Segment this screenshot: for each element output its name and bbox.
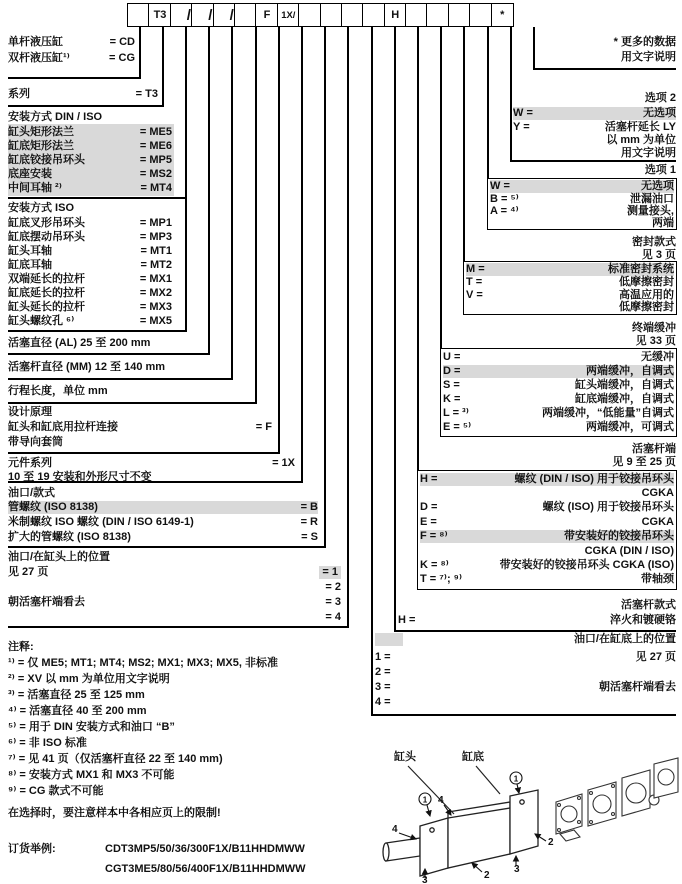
option-label: 朝活塞杆端看去 <box>599 681 676 693</box>
section-divider <box>8 197 187 199</box>
code-box-8: 1X/ <box>277 3 300 27</box>
option-code: = CD <box>109 36 135 48</box>
code-box-5: / <box>213 3 236 27</box>
code-box-10 <box>320 3 343 27</box>
option-code: E = <box>420 516 437 528</box>
rod-end-see-page: 见 9 至 25 页 <box>612 456 676 468</box>
option-code: M = <box>466 263 485 275</box>
option-code: = 4 <box>325 611 341 623</box>
design-row2: 带导向套筒 <box>8 436 63 448</box>
piston-rod-shape <box>386 838 420 861</box>
code-box-16 <box>448 3 471 27</box>
connector-line <box>463 27 465 261</box>
option-code: 1 = <box>375 651 391 663</box>
asterisk-note-line1: * 更多的数据 <box>613 36 676 48</box>
option-label: 两端缓冲，可调式 <box>586 421 674 433</box>
code-box-6 <box>234 3 257 27</box>
connector-line <box>185 27 187 330</box>
code-box-12 <box>362 3 385 27</box>
section-divider <box>8 626 349 628</box>
code-box-15 <box>426 3 449 27</box>
position-1-mark <box>510 772 522 793</box>
section-title-design: 设计原理 <box>8 406 52 418</box>
connector-line <box>162 27 164 105</box>
option-label: 螺纹 (DIN / ISO) 用于铰接吊环头 <box>514 473 674 485</box>
section-divider <box>371 714 676 716</box>
position-3-mark: 3 <box>514 864 520 875</box>
port-position-row <box>8 581 341 594</box>
port-style-row <box>8 531 318 544</box>
cylinder-port-position-diagram <box>368 742 682 884</box>
option-label: 系列 <box>8 88 30 100</box>
head-label: 缸头 <box>394 751 416 763</box>
rod-end-row <box>420 559 674 572</box>
rod-end-row <box>420 516 674 529</box>
option-code: K = <box>443 393 461 405</box>
section-title-rod-end: 活塞杆端 <box>632 443 676 455</box>
code-box-18: * <box>491 3 514 27</box>
option-label: 两端缓冲，自调式 <box>586 365 674 377</box>
option-code: = MX3 <box>139 301 172 313</box>
option-label: 缸底耳轴 <box>8 259 52 271</box>
cap-position-row <box>375 681 676 694</box>
rod-end-row <box>420 530 674 543</box>
option-code: = T3 <box>135 88 158 100</box>
option2-row <box>513 147 676 160</box>
option-code: = MX1 <box>139 273 172 285</box>
position-4-mark: 4 <box>392 824 398 835</box>
option-label: 朝活塞杆端看去 <box>8 596 85 608</box>
section-title-seal: 密封款式 <box>632 236 676 248</box>
mounting-row <box>8 259 172 272</box>
option-label: 米制螺纹 ISO 螺纹 (DIN / ISO 6149-1) <box>8 516 194 528</box>
option-label: 缸头耳轴 <box>8 245 52 257</box>
option-label: 缸头和缸底用拉杆连接 <box>8 421 118 433</box>
svg-text:1: 1 <box>422 795 428 805</box>
option-label: 无选项 <box>643 107 676 119</box>
mounting-row <box>8 154 172 167</box>
option-code: = 3 <box>325 596 341 608</box>
section-title-port-style: 油口/款式 <box>8 487 56 499</box>
component-series-note: 10 至 19 安装和外形尺寸不变 <box>8 471 152 483</box>
option-label: 高温应用的 <box>619 289 674 301</box>
option1-row <box>490 180 674 193</box>
code-box-17 <box>469 3 492 27</box>
section-divider <box>8 77 141 79</box>
seal-row <box>466 263 674 276</box>
option-label: CGKA (DIN / ISO) <box>584 545 674 557</box>
section-divider <box>8 105 164 107</box>
option-label: 测量接头, <box>626 205 674 217</box>
cap-position-row <box>375 696 676 709</box>
option-label: 缸底延长的拉杆 <box>8 287 85 299</box>
option-code: D = <box>420 501 438 513</box>
option-label: 标准密封系统 <box>608 263 674 275</box>
option-code: T = ⁷⁾; ⁹⁾ <box>420 573 463 585</box>
cylinder-cap-shape <box>510 790 538 854</box>
option-label: 带轴颈 <box>641 573 674 585</box>
series-row <box>8 88 158 101</box>
option-label: 中间耳轴 ²⁾ <box>8 182 62 194</box>
option-label: 淬火和镀硬铬 <box>610 614 676 626</box>
option-code: D = <box>443 365 461 377</box>
design-row <box>8 421 272 434</box>
note-item: ⁴⁾ = 活塞直径 40 至 200 mm <box>8 705 147 717</box>
option2-row <box>513 134 676 147</box>
seal-row <box>466 276 674 289</box>
option-label: 缸头延长的拉杆 <box>8 301 85 313</box>
option-code: = ME6 <box>139 140 172 152</box>
connector-line <box>231 27 233 378</box>
option-label: 带安装好的铰接吊环头 <box>564 530 674 542</box>
rod-diameter-label: 活塞杆直径 (MM) 12 至 140 mm <box>8 361 166 373</box>
option-code: = 1X <box>272 457 295 469</box>
position-1-mark <box>419 793 431 816</box>
order-example-code: CDT3MP5/50/36/300F1X/B11HHDMWW <box>105 843 305 855</box>
option-code: = F <box>255 421 272 433</box>
cushion-row <box>443 407 674 420</box>
connector-line <box>417 27 419 470</box>
code-box-9 <box>298 3 321 27</box>
position-2-mark: 2 <box>484 870 490 881</box>
option-label: CGKA <box>641 516 674 528</box>
code-box-1 <box>127 3 150 27</box>
option-code: = CG <box>109 52 135 64</box>
cushion-see-page: 见 33 页 <box>635 335 676 347</box>
option-code: B = ⁵⁾ <box>490 193 519 205</box>
option-code: = 2 <box>325 581 341 593</box>
connector-line <box>324 27 326 546</box>
note-item: ⁵⁾ = 用于 DIN 安装方式和油口 “B” <box>8 721 175 733</box>
rod-end-row <box>420 501 674 514</box>
mounting-accessories-illustration <box>556 758 678 841</box>
option-code: = MP1 <box>139 217 172 229</box>
cushion-row <box>443 379 674 392</box>
section-title-series: 元件系列 <box>8 457 52 469</box>
asterisk-note-line2: 用文字说明 <box>621 51 676 63</box>
option-code: = B <box>300 501 318 513</box>
option-code: = MT2 <box>140 259 172 271</box>
code-box-4: / <box>191 3 214 27</box>
position-2-mark: 2 <box>548 837 554 848</box>
option-label: 双端延长的拉杆 <box>8 273 85 285</box>
option-code: = MP5 <box>139 154 172 166</box>
section-title-mounting-din: 安装方式 DIN / ISO <box>8 111 103 123</box>
option-code: H = <box>420 473 438 485</box>
option-label: 用文字说明 <box>621 147 676 159</box>
section-divider <box>394 630 676 632</box>
section-title-mounting-iso: 安装方式 ISO <box>8 202 75 214</box>
cylinder-body-shape <box>448 802 510 868</box>
cushion-row <box>443 351 674 364</box>
section-title-port-position-head: 油口/在缸头上的位置 <box>8 551 111 563</box>
mounting-row <box>8 245 172 258</box>
connector-line <box>278 27 280 452</box>
blank-code-chip <box>375 633 403 646</box>
section-divider <box>8 402 257 404</box>
section-divider <box>510 160 676 162</box>
section-divider <box>8 452 280 454</box>
option-label: 缸头端缓冲，自调式 <box>575 379 674 391</box>
note-item: ⁹⁾ = CG 款式不可能 <box>8 785 104 797</box>
seal-see-page: 见 3 页 <box>641 249 676 261</box>
svg-text:1: 1 <box>513 774 519 784</box>
rod-style-row <box>398 614 676 627</box>
option-label: 无缓冲 <box>641 351 674 363</box>
option-code: = R <box>300 516 318 528</box>
connector-line <box>440 27 442 348</box>
option-label: 带安装好的铰接吊环头 CGKA (ISO) <box>499 559 674 571</box>
option2-row <box>513 107 676 120</box>
option2-row <box>513 121 676 134</box>
port-style-row <box>8 516 318 529</box>
option-label: 低摩擦密封 <box>619 276 674 288</box>
cylinder-head-shape <box>420 818 448 876</box>
section-title-cushion: 终端缓冲 <box>632 322 676 334</box>
mounting-row <box>8 273 172 286</box>
model-code-boxes <box>127 3 514 27</box>
option-code: E = ⁵⁾ <box>443 421 472 433</box>
rod-end-row <box>420 473 674 486</box>
option-code: H = <box>398 614 416 626</box>
option-label: 双杆液压缸¹⁾ <box>8 52 70 64</box>
option-code: W = <box>490 180 510 192</box>
option-code: V = <box>466 289 483 301</box>
section-title-option1: 选项 1 <box>644 164 676 176</box>
rod-end-row <box>420 545 674 558</box>
option1-row <box>490 217 674 230</box>
section-title-port-position-cap: 油口/在缸底上的位置 <box>573 633 676 645</box>
option-label: 缸底铰接吊环头 <box>8 154 85 166</box>
option-code: = MP3 <box>139 231 172 243</box>
connector-line <box>139 27 141 77</box>
option-code: 2 = <box>375 666 391 678</box>
selection-warning: 在选择时，要注意样本中各相应页上的限制! <box>8 807 221 819</box>
note-item: ²⁾ = XV 以 mm 为单位用文字说明 <box>8 673 170 685</box>
option-code: = MT4 <box>140 182 172 194</box>
option-code: T = <box>466 276 483 288</box>
option-code: = MX5 <box>139 315 172 327</box>
option-label: CGKA <box>641 487 674 499</box>
option-code: = MX2 <box>139 287 172 299</box>
section-title-option2: 选项 2 <box>644 92 676 104</box>
code-box-14 <box>405 3 428 27</box>
section-divider <box>8 330 187 332</box>
connector-line <box>301 27 303 481</box>
cap-position-row <box>375 651 676 664</box>
option-code: A = ⁴⁾ <box>490 205 519 217</box>
option-label: 缸底叉形吊环头 <box>8 217 85 229</box>
mounting-row <box>8 287 172 300</box>
cushion-row <box>443 393 674 406</box>
code-box-11 <box>341 3 364 27</box>
section-title-rod-style: 活塞杆款式 <box>621 599 676 611</box>
note-item: ¹⁾ = 仅 ME5; MT1; MT4; MS2; MX1; MX3; MX5, 非标准 <box>8 657 278 669</box>
cushion-row <box>443 421 674 434</box>
option-label: 底座安装 <box>8 168 52 180</box>
seal-row <box>466 301 674 314</box>
option-code: = S <box>301 531 318 543</box>
port-style-row <box>8 501 318 514</box>
mounting-row <box>8 231 172 244</box>
order-example-code: CGT3ME5/80/56/400F1X/B11HHDMWW <box>105 863 306 875</box>
component-series-row <box>8 457 295 470</box>
cushion-row <box>443 365 674 378</box>
option-label: 以 mm 为单位 <box>606 134 676 146</box>
note-item: ⁶⁾ = 非 ISO 标准 <box>8 737 87 749</box>
option-code: W = <box>513 107 533 119</box>
option-code: S = <box>443 379 460 391</box>
order-example-label: 订货举例: <box>8 843 56 855</box>
section-divider <box>8 353 210 355</box>
option-code: = 1 <box>319 566 341 579</box>
option-label: 缸底端缓冲，自调式 <box>575 393 674 405</box>
option-label: 低摩擦密封 <box>619 301 674 313</box>
option-label: 缸底摆动吊环头 <box>8 231 85 243</box>
section-divider <box>533 68 676 70</box>
option-label: 见 27 页 <box>635 651 676 663</box>
mounting-row <box>8 182 172 195</box>
port-position-row <box>8 611 341 624</box>
connector-line <box>208 27 210 353</box>
cylinder-type-row <box>8 52 135 65</box>
option-label: 缸底矩形法兰 <box>8 140 74 152</box>
connector-line <box>255 27 257 402</box>
option-code: = MT1 <box>140 245 172 257</box>
stroke-length-label: 行程长度，单位 mm <box>8 385 108 397</box>
option-code: L = ³⁾ <box>443 407 469 419</box>
rod-end-row <box>420 573 674 586</box>
port-position-row <box>8 596 341 609</box>
connector-line <box>487 27 489 178</box>
option-label: 两端缓冲，“低能量”自调式 <box>542 407 674 419</box>
option-code: Y = <box>513 121 530 133</box>
mounting-row <box>8 315 172 328</box>
note-item: ⁷⁾ = 见 41 页（仅活塞杆直径 22 至 140 mm) <box>8 753 223 765</box>
code-box-2: T3 <box>148 3 171 27</box>
notes-title: 注释: <box>8 641 34 653</box>
bore-diameter-label: 活塞直径 (AL) 25 至 200 mm <box>8 337 151 349</box>
cap-label: 缸底 <box>462 751 484 763</box>
option-code: = MS2 <box>139 168 172 180</box>
option-code: 3 = <box>375 681 391 693</box>
option-code: = ME5 <box>139 126 172 138</box>
option-label: 螺纹 (ISO) 用于铰接吊环头 <box>542 501 674 513</box>
mounting-row <box>8 168 172 181</box>
option-label: 泄漏油口 <box>630 193 674 205</box>
section-divider <box>8 546 326 548</box>
option-label: 单杆液压缸 <box>8 36 63 48</box>
option-code: F = ⁸⁾ <box>420 530 448 542</box>
code-box-3: / <box>170 3 193 27</box>
option-label: 活塞杆延长 LY <box>604 121 676 133</box>
section-divider <box>8 378 233 380</box>
mounting-row <box>8 301 172 314</box>
connector-line <box>371 27 373 714</box>
position-3-mark: 3 <box>422 875 428 884</box>
code-box-13: H <box>384 3 407 27</box>
mounting-row <box>8 126 172 139</box>
mounting-row <box>8 217 172 230</box>
mounting-row <box>8 140 172 153</box>
connector-line <box>347 27 349 626</box>
note-item: ³⁾ = 活塞直径 25 至 125 mm <box>8 689 145 701</box>
option-code: 4 = <box>375 696 391 708</box>
option-label: 无选项 <box>641 180 674 192</box>
option-code: K = ⁸⁾ <box>420 559 449 571</box>
cylinder-type-row <box>8 36 135 49</box>
cap-position-row <box>375 666 676 679</box>
connector-line <box>394 27 396 630</box>
option-label: 缸头矩形法兰 <box>8 126 74 138</box>
option-label: 见 27 页 <box>8 566 49 578</box>
option-label: 管螺纹 (ISO 8138) <box>8 501 98 513</box>
option-label: 两端 <box>652 217 674 229</box>
position-4-mark: 4 <box>438 795 444 806</box>
option-label: 扩大的管螺纹 (ISO 8138) <box>8 531 131 543</box>
code-box-7: F <box>255 3 278 27</box>
rod-end-row <box>420 487 674 500</box>
port-position-row <box>8 566 341 579</box>
option-code: U = <box>443 351 461 363</box>
option-label: 缸头螺纹孔 ⁶⁾ <box>8 315 75 327</box>
note-item: ⁸⁾ = 安装方式 MX1 和 MX3 不可能 <box>8 769 175 781</box>
